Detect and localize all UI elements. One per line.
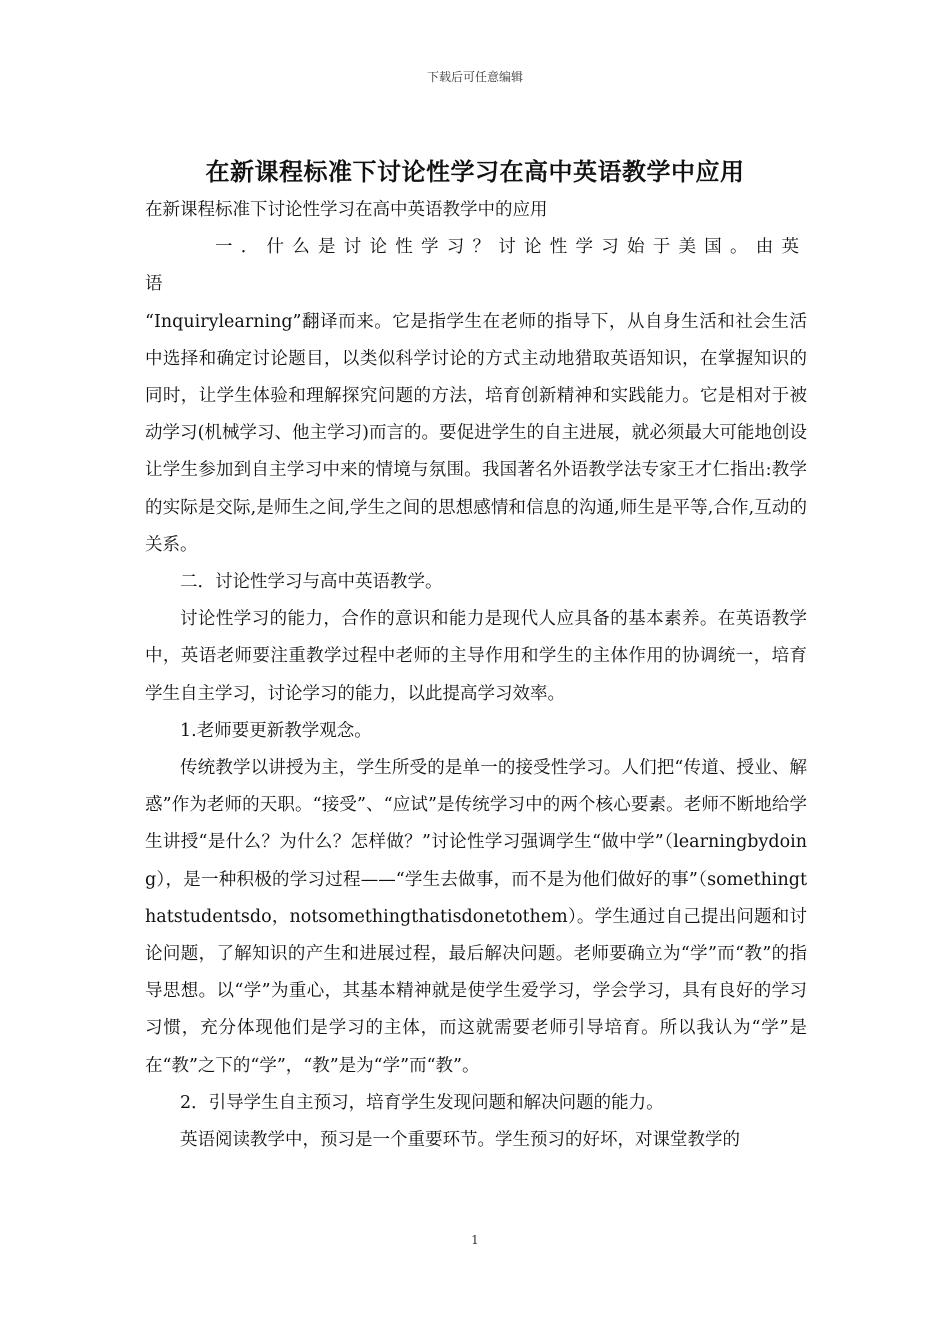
document-body	[145, 192, 807, 1159]
section-heading-2: 二．讨论性学习与高中英语教学。	[180, 572, 443, 593]
paragraph-section-1: “Inquirylearning”翻译而来。它是指学生在老师的指导下，从自身生活和社会生活中选择和确定讨论题目，以类似科学讨论的方式主动地猎取英语知识，在掌握知识的同时，让学生体验和理解探究问题的方法，培育创新精神和实践能力。它是相对于被动学习(机械学习、他主学习)而言的。要促进学生的自主进展，就必须最大可能地创设让学生参加到自主学习中来的情境与氛围。我国著名外语教学法专家王才仁指出:教学的实际是交际,是师生之间,学生之间的思想感情和信息的沟通,师生是平等,合作,互动的关系。	[145, 311, 807, 555]
paragraph-section-1-lead: 一．什么是讨论性学习？讨论性学习始于美国。由英语	[145, 237, 807, 295]
paragraph-section-2: 讨论性学习的能力，合作的意识和能力是现代人应具备的基本素养。在英语教学中，英语老师要注重教学过程中老师的主导作用和学生的主体作用的协调统一，培育学生自主学习，讨论学习的能力，以此提高学习效率。	[145, 609, 807, 704]
section-heading-2-2: 2．引导学生自主预习，培育学生发现问题和解决问题的能力。	[180, 1092, 664, 1113]
paragraph-section-2-2: 英语阅读教学中，预习是一个重要环节。学生预习的好坏，对课堂教学的	[180, 1130, 740, 1151]
section-heading-2-1: 1.老师要更新教学观念。	[180, 720, 372, 741]
document-subtitle: 在新课程标准下讨论性学习在高中英语教学中的应用	[145, 200, 548, 220]
page-title: 在新课程标准下讨论性学习在高中英语教学中应用	[205, 158, 745, 186]
paragraph-section-2-1: 传统教学以讲授为主，学生所受的是单一的接受性学习。人们把“传道、授业、解惑”作为老师的天职。“接受”、“应试”是传统学习中的两个核心要素。老师不断地给学生讲授“是什么？为什么？怎样做？”讨论性学习强调学生“做中学”（learningbydoing），是一种积极的学习过程——“学生去做事，而不是为他们做好的事”（somethingthatstudentsdo，notsomethingthatisdonetothem）。学生通过自己提出问题和讨论问题，了解知识的产生和进展过程，最后解决问题。老师要确立为“学”而“教”的指导思想。以“学”为重心，其基本精神就是使学生爱学习，学会学习，具有良好的学习习惯，充分体现他们是学习的主体，而这就需要老师引导培育。所以我认为“学”是在“教”之下的“学”，“教”是为“学”而“教”。	[145, 758, 807, 1076]
page-number: 1	[471, 1233, 479, 1247]
page-header: 下载后可任意编辑	[426, 70, 523, 84]
